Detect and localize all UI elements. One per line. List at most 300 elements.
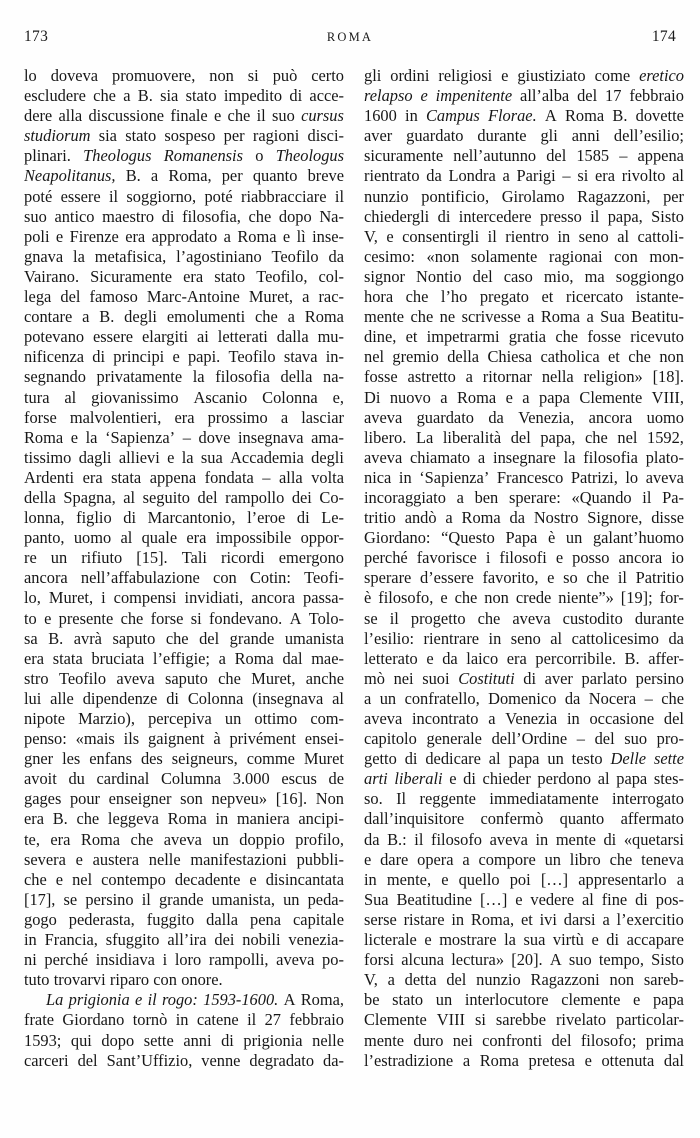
text-word: galant’huomo bbox=[592, 528, 684, 548]
text-word: non bbox=[209, 66, 234, 85]
text-word: che bbox=[93, 86, 116, 106]
text-word: Sua bbox=[600, 307, 625, 327]
text-word: impetrarmi bbox=[426, 327, 500, 347]
text-word: penso: bbox=[24, 729, 67, 749]
text-word: cardinal bbox=[96, 769, 150, 789]
text-word: impedito bbox=[223, 86, 283, 106]
text-word: dell’Ordine bbox=[491, 729, 568, 749]
text-word: da- bbox=[323, 1050, 344, 1070]
text-word: contempo bbox=[101, 869, 166, 889]
text-word: a bbox=[302, 287, 310, 307]
text-word: e bbox=[591, 930, 599, 950]
text-line bbox=[24, 367, 344, 387]
text-word: invidiati, bbox=[184, 588, 244, 608]
text-word: Colonna bbox=[187, 688, 244, 708]
text-word: mio, bbox=[543, 266, 574, 286]
text-word: aveva bbox=[645, 467, 684, 487]
text-word: e bbox=[55, 226, 64, 246]
text-word: dare bbox=[380, 849, 409, 869]
text-word: l’eroe bbox=[247, 508, 286, 528]
text-word: to bbox=[24, 608, 37, 628]
text-word: del bbox=[546, 146, 567, 166]
text-word: affer- bbox=[648, 648, 684, 668]
text-word: un bbox=[565, 528, 583, 548]
text-word: gnava bbox=[24, 246, 64, 266]
text-word: nella bbox=[541, 367, 574, 387]
text-word: del bbox=[60, 287, 81, 307]
text-word: reggente bbox=[419, 789, 476, 809]
text-word: […] bbox=[540, 869, 569, 889]
text-word: signor bbox=[364, 266, 405, 286]
text-line bbox=[364, 408, 684, 428]
text-line bbox=[364, 729, 684, 749]
text-word: bruciata bbox=[91, 648, 145, 668]
text-word: lì bbox=[296, 226, 306, 246]
text-word: in bbox=[398, 467, 412, 487]
text-line bbox=[364, 287, 684, 307]
text-word: rientrare bbox=[423, 628, 480, 648]
text-word: B. bbox=[624, 648, 640, 668]
text-word: Non bbox=[315, 789, 344, 809]
text-word: è bbox=[547, 528, 556, 548]
text-word: lo, bbox=[24, 588, 41, 608]
text-line bbox=[364, 970, 684, 990]
text-word: libro bbox=[569, 849, 601, 869]
text-word: rampollo bbox=[225, 487, 285, 507]
text-line bbox=[24, 769, 344, 789]
text-word: Sisto bbox=[651, 950, 684, 970]
text-word: filosofia, bbox=[182, 206, 241, 226]
text-word: du bbox=[68, 769, 85, 789]
text-line bbox=[24, 287, 344, 307]
text-word: ancipi- bbox=[298, 809, 344, 829]
text-word: suo bbox=[272, 106, 295, 126]
text-word: dal bbox=[663, 1050, 684, 1070]
text-line bbox=[364, 709, 684, 729]
text-line bbox=[24, 870, 344, 890]
text-word: Parigi bbox=[516, 166, 556, 186]
text-word: sarebbe bbox=[495, 1010, 546, 1030]
text-word: A bbox=[549, 950, 562, 970]
text-line bbox=[24, 789, 344, 809]
text-word: Muret, bbox=[48, 588, 94, 608]
text-word: se bbox=[63, 889, 78, 909]
text-word: stata bbox=[111, 467, 142, 487]
text-word: era bbox=[183, 266, 204, 286]
text-line bbox=[364, 910, 684, 930]
text-word: solamente bbox=[470, 246, 538, 266]
text-word: stava bbox=[283, 347, 318, 367]
text-word: il bbox=[414, 829, 424, 849]
text-word: al bbox=[332, 688, 344, 708]
text-word: del bbox=[77, 1050, 98, 1070]
text-word: cursus bbox=[301, 106, 344, 126]
text-word: tritio bbox=[364, 508, 396, 528]
text-word: dopo bbox=[278, 206, 312, 226]
text-word: avrà bbox=[73, 628, 102, 648]
text-line bbox=[364, 669, 684, 689]
text-word: a bbox=[387, 970, 395, 990]
text-word: umanista bbox=[284, 628, 344, 648]
text-word: di bbox=[123, 508, 136, 528]
text-word: che bbox=[609, 849, 633, 869]
text-word: durante bbox=[477, 126, 527, 146]
text-word: del bbox=[199, 628, 220, 648]
text-word: ‘Sapienza’ bbox=[419, 467, 490, 487]
text-word: [16]. bbox=[275, 789, 308, 809]
text-line bbox=[24, 347, 344, 367]
text-word: principi bbox=[113, 347, 165, 367]
text-word: papa bbox=[508, 749, 540, 769]
text-word: che bbox=[130, 829, 154, 849]
text-word: pontificio, bbox=[421, 186, 490, 206]
text-word: 1593-1600. bbox=[203, 990, 279, 1010]
text-word: percepiva bbox=[148, 709, 212, 728]
text-word: lega bbox=[24, 287, 52, 307]
text-word: nell’autunno bbox=[453, 146, 537, 166]
text-word: Tolo- bbox=[308, 608, 344, 628]
text-word: Marc-Antoine bbox=[146, 287, 240, 307]
text-word: era bbox=[186, 528, 207, 548]
text-line bbox=[364, 689, 684, 709]
text-word: dagli bbox=[78, 447, 112, 467]
text-word: capitale bbox=[293, 909, 344, 929]
text-word: aveva bbox=[364, 407, 403, 427]
text-word: rivelato bbox=[555, 1010, 607, 1030]
text-word: duro bbox=[413, 1030, 444, 1050]
text-word: mò bbox=[364, 668, 385, 688]
text-word: e bbox=[426, 648, 434, 668]
text-word: da bbox=[442, 648, 458, 668]
text-word: caso bbox=[503, 266, 533, 286]
text-word: non bbox=[659, 347, 684, 367]
text-word: quale bbox=[141, 528, 178, 548]
text-word: Papa bbox=[505, 528, 538, 548]
text-word: tuto bbox=[24, 970, 50, 990]
text-word: Nocera bbox=[588, 688, 637, 708]
text-word: da bbox=[328, 246, 344, 266]
text-word: Roma bbox=[540, 307, 581, 327]
text-word: occasione bbox=[589, 709, 655, 728]
text-word: quanto bbox=[559, 809, 605, 829]
text-word: dei bbox=[214, 930, 235, 950]
text-word: Roma bbox=[167, 809, 207, 829]
text-word: aveva bbox=[163, 829, 202, 849]
text-word: confermò bbox=[480, 809, 544, 829]
text-word: e bbox=[633, 990, 641, 1010]
text-word: seguito bbox=[142, 487, 191, 507]
text-word: fondevano. bbox=[208, 608, 283, 628]
text-word: custodito bbox=[562, 608, 623, 628]
text-line bbox=[364, 247, 684, 267]
text-word: Francia, bbox=[44, 930, 98, 950]
text-word: a bbox=[150, 166, 159, 186]
text-word: astretto bbox=[407, 367, 456, 387]
text-line bbox=[24, 568, 344, 588]
text-word: particolar- bbox=[616, 1010, 684, 1030]
text-word: che bbox=[405, 287, 429, 307]
text-line bbox=[364, 367, 684, 387]
text-word: Co- bbox=[319, 487, 344, 507]
text-word: la bbox=[85, 427, 98, 447]
text-word: l’exercitio bbox=[616, 909, 684, 929]
text-line bbox=[24, 528, 344, 548]
text-word: alla bbox=[279, 467, 303, 487]
text-line bbox=[24, 709, 344, 729]
text-word: al bbox=[64, 387, 77, 407]
text-word: appresentarlo bbox=[578, 869, 667, 889]
text-word: interrogato bbox=[612, 789, 684, 809]
text-line bbox=[24, 106, 344, 126]
text-line bbox=[24, 267, 344, 287]
text-word: so. bbox=[364, 789, 383, 809]
text-word: e bbox=[420, 86, 428, 106]
text-word: ama- bbox=[311, 427, 344, 447]
text-word: rifiuto bbox=[81, 548, 123, 568]
text-word: cattoli- bbox=[637, 226, 684, 246]
text-word: loro bbox=[174, 950, 202, 970]
text-word: mu- bbox=[317, 327, 344, 347]
text-line bbox=[364, 649, 684, 669]
text-word: di bbox=[161, 206, 175, 226]
text-word: riparo bbox=[109, 970, 150, 990]
text-word: Sicuramente bbox=[90, 266, 173, 286]
text-word: libero. bbox=[364, 427, 407, 447]
text-word: Sua bbox=[364, 889, 389, 909]
text-word: la bbox=[563, 447, 576, 467]
text-word: e bbox=[501, 66, 509, 85]
text-word: – bbox=[576, 729, 585, 749]
text-word: Roma, bbox=[300, 990, 344, 1010]
text-line bbox=[24, 588, 344, 608]
text-word: «non bbox=[426, 246, 460, 266]
text-line bbox=[364, 327, 684, 347]
text-word: dere bbox=[24, 106, 53, 126]
text-word: Muret bbox=[303, 749, 344, 769]
running-title: ROMA bbox=[326, 30, 374, 44]
text-word: maestro bbox=[102, 206, 155, 226]
text-word: ragionai bbox=[548, 246, 603, 266]
text-word: ricevuto bbox=[630, 327, 684, 347]
text-word: giustiziato bbox=[517, 66, 586, 85]
text-word: niente”» bbox=[558, 588, 614, 608]
text-word: hora bbox=[364, 287, 394, 307]
text-word: aveva bbox=[364, 447, 403, 467]
text-line bbox=[364, 890, 684, 910]
text-word: i bbox=[485, 548, 491, 568]
text-word: ma bbox=[584, 266, 605, 286]
text-word: Chiesa bbox=[487, 347, 533, 367]
text-word: Patrizi, bbox=[570, 467, 618, 487]
text-word: elargiti bbox=[141, 327, 189, 347]
text-word: forse bbox=[150, 608, 184, 628]
text-word: di bbox=[523, 668, 537, 688]
text-word: alle bbox=[50, 688, 74, 708]
text-word: stes- bbox=[653, 769, 684, 789]
text-word: che bbox=[248, 206, 272, 226]
text-word: sperare bbox=[364, 568, 412, 588]
text-word: non bbox=[484, 588, 509, 608]
text-word: il bbox=[141, 889, 151, 909]
text-line bbox=[24, 850, 344, 870]
text-word: della bbox=[447, 347, 480, 367]
text-word: a bbox=[218, 648, 226, 668]
text-word: del bbox=[577, 86, 598, 106]
text-word: Nostro bbox=[533, 508, 579, 528]
text-word: maniera bbox=[236, 809, 290, 829]
text-word: catholica bbox=[540, 347, 600, 367]
text-word: nel bbox=[617, 427, 638, 447]
text-word: 27 bbox=[264, 1010, 281, 1030]
text-line bbox=[364, 86, 684, 106]
text-word: dove bbox=[198, 427, 231, 447]
text-word: [19]; bbox=[620, 588, 653, 608]
text-line bbox=[24, 126, 344, 146]
text-word: dopo bbox=[101, 1030, 135, 1050]
text-word: pregato bbox=[479, 287, 529, 307]
text-word: Girolamo bbox=[501, 186, 565, 206]
text-word: be bbox=[364, 990, 380, 1010]
text-word: rientro bbox=[505, 226, 549, 246]
text-word: seno bbox=[578, 226, 609, 246]
text-word: V, bbox=[364, 226, 378, 246]
text-word: il bbox=[334, 186, 344, 206]
text-word: comme bbox=[246, 749, 295, 769]
text-word: filosofo bbox=[431, 829, 483, 849]
text-word: Roma bbox=[304, 307, 344, 327]
text-line bbox=[24, 890, 344, 910]
text-word: Teofilo bbox=[271, 246, 319, 266]
text-word: Costituti bbox=[458, 668, 515, 688]
text-word: tornò bbox=[132, 1010, 168, 1030]
text-word: [20]. bbox=[511, 950, 543, 970]
text-word: a bbox=[445, 508, 453, 528]
text-word: compore bbox=[478, 849, 536, 869]
text-word: e bbox=[282, 226, 291, 246]
text-line bbox=[364, 809, 684, 829]
text-word: V, bbox=[364, 970, 378, 990]
text-word: fosse bbox=[587, 327, 621, 347]
text-word: Teofi- bbox=[304, 568, 344, 588]
text-word: incontrato bbox=[412, 709, 479, 728]
text-word: a bbox=[586, 307, 594, 327]
text-word: i bbox=[162, 950, 168, 970]
text-word: un bbox=[547, 749, 564, 769]
text-word: disincantata bbox=[265, 869, 344, 889]
text-word: insidiava bbox=[95, 950, 155, 970]
text-word: favorito, bbox=[482, 568, 539, 588]
text-word: parlato bbox=[581, 668, 628, 688]
text-word: Clemente bbox=[579, 387, 643, 407]
text-word: aveva bbox=[489, 829, 528, 849]
text-word: Firenze bbox=[69, 226, 119, 246]
text-word: darsi bbox=[563, 909, 596, 929]
text-word: a bbox=[462, 849, 470, 869]
text-word: e bbox=[505, 387, 513, 407]
text-word: VIII, bbox=[651, 387, 684, 407]
text-word: promuovere, bbox=[112, 66, 196, 85]
text-word: dovette bbox=[635, 106, 684, 126]
text-word: perché bbox=[44, 950, 89, 970]
text-word: il bbox=[389, 608, 399, 628]
text-word: Vairano. bbox=[24, 266, 80, 286]
text-word: Teofilo, bbox=[256, 266, 308, 286]
text-line bbox=[364, 267, 684, 287]
text-word: saputo bbox=[112, 628, 156, 648]
text-word: sia bbox=[160, 86, 179, 106]
text-word: Londra bbox=[448, 166, 496, 186]
text-line bbox=[24, 729, 344, 749]
text-word: che bbox=[410, 307, 434, 327]
text-word: rogo: bbox=[161, 990, 198, 1010]
text-word: – bbox=[619, 146, 628, 166]
text-word: il bbox=[487, 226, 497, 246]
text-word: contare bbox=[24, 307, 73, 327]
text-word: Theologus bbox=[83, 146, 152, 166]
folio-right: 174 bbox=[651, 28, 676, 45]
text-word: era bbox=[594, 166, 615, 186]
text-word: gaignent bbox=[148, 729, 205, 749]
text-word: aveva bbox=[512, 608, 551, 628]
text-word: o bbox=[255, 146, 264, 166]
text-word: e bbox=[167, 447, 175, 467]
text-word: forse bbox=[24, 407, 57, 427]
text-line bbox=[24, 930, 344, 950]
text-line bbox=[24, 307, 344, 327]
text-word: La bbox=[46, 990, 64, 1010]
text-word: seno bbox=[510, 628, 541, 648]
text-line bbox=[24, 1031, 344, 1051]
text-word: era bbox=[174, 407, 195, 427]
text-word: nei bbox=[452, 1030, 473, 1050]
text-word: a bbox=[364, 688, 372, 708]
text-word: aveva bbox=[116, 668, 155, 688]
text-word: che bbox=[218, 668, 241, 688]
text-line bbox=[24, 247, 344, 267]
text-word: Na- bbox=[319, 206, 344, 226]
text-word: Sant’Uffizio, bbox=[106, 1050, 193, 1070]
text-word: [17], bbox=[24, 889, 56, 909]
text-word: Beatitudine bbox=[396, 889, 473, 909]
text-word: al bbox=[617, 226, 630, 246]
text-line bbox=[364, 508, 684, 528]
text-word: serse bbox=[364, 909, 397, 929]
text-word: si bbox=[190, 608, 202, 628]
text-word: detta bbox=[404, 970, 437, 990]
text-word: for- bbox=[659, 588, 684, 608]
text-line bbox=[24, 428, 344, 448]
text-line bbox=[364, 307, 684, 327]
text-word: in bbox=[488, 628, 502, 648]
text-word: Domenico bbox=[488, 688, 557, 708]
text-word: chiedergli bbox=[364, 206, 430, 226]
text-word: può bbox=[272, 66, 298, 85]
text-word: panto, bbox=[24, 528, 65, 548]
text-word: all’ira bbox=[167, 930, 207, 950]
text-word: al bbox=[550, 628, 563, 648]
text-word: perché bbox=[364, 548, 408, 568]
text-word: pena bbox=[250, 909, 281, 929]
text-word: suo bbox=[624, 729, 648, 749]
text-word: poi bbox=[509, 869, 531, 889]
text-word: al bbox=[597, 769, 610, 789]
text-word: emergono bbox=[278, 548, 344, 568]
text-line bbox=[364, 749, 684, 769]
text-line bbox=[364, 106, 684, 126]
text-word: “Questo bbox=[441, 528, 495, 548]
text-word: papa, bbox=[607, 206, 643, 226]
text-word: era bbox=[24, 809, 45, 829]
